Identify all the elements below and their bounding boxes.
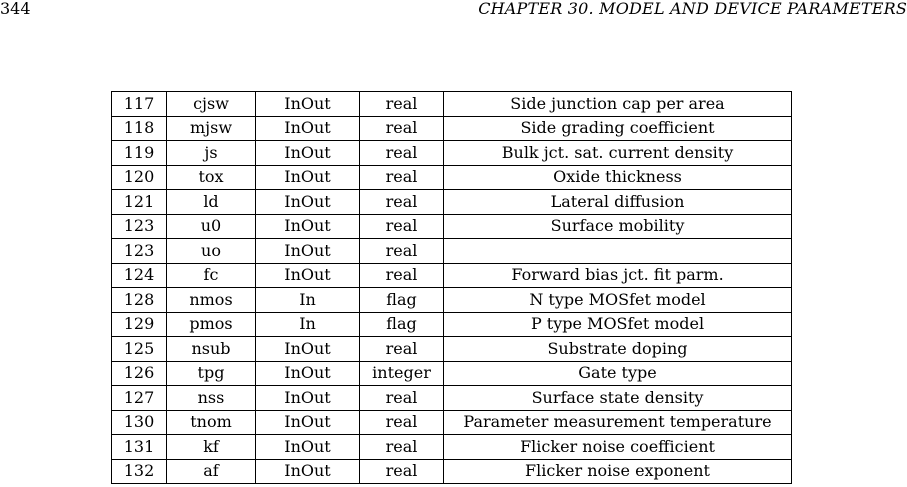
param-id: 121	[112, 190, 167, 215]
param-id: 123	[112, 239, 167, 264]
table-row	[112, 190, 792, 215]
param-direction: InOut	[256, 337, 360, 362]
param-description: Forward bias jct. fit parm.	[444, 263, 792, 288]
param-name: kf	[167, 435, 256, 460]
param-name: tpg	[167, 361, 256, 386]
param-description: Gate type	[444, 361, 792, 386]
param-description: Surface state density	[444, 386, 792, 411]
table-row	[112, 263, 792, 288]
param-name: pmos	[167, 312, 256, 337]
param-direction: In	[256, 288, 360, 313]
table-row	[112, 361, 792, 386]
param-id: 129	[112, 312, 167, 337]
param-id: 124	[112, 263, 167, 288]
param-description: Flicker noise exponent	[444, 459, 792, 484]
param-name: nsub	[167, 337, 256, 362]
param-id: 120	[112, 165, 167, 190]
param-description: Surface mobility	[444, 214, 792, 239]
param-direction: InOut	[256, 165, 360, 190]
param-id: 126	[112, 361, 167, 386]
param-name: mjsw	[167, 116, 256, 141]
param-name: js	[167, 141, 256, 166]
param-direction: InOut	[256, 92, 360, 117]
param-description: Parameter measurement temperature	[444, 410, 792, 435]
param-id: 123	[112, 214, 167, 239]
param-type: real	[360, 239, 444, 264]
param-name: tnom	[167, 410, 256, 435]
param-name: nmos	[167, 288, 256, 313]
table-row	[112, 410, 792, 435]
param-type: flag	[360, 288, 444, 313]
param-id: 127	[112, 386, 167, 411]
param-direction: InOut	[256, 116, 360, 141]
param-type: real	[360, 386, 444, 411]
param-name: uo	[167, 239, 256, 264]
param-name: ld	[167, 190, 256, 215]
param-description: P type MOSfet model	[444, 312, 792, 337]
param-direction: InOut	[256, 214, 360, 239]
param-description	[444, 239, 792, 264]
param-direction: InOut	[256, 239, 360, 264]
param-direction: InOut	[256, 190, 360, 215]
param-type: real	[360, 116, 444, 141]
table-row	[112, 312, 792, 337]
table-row	[112, 459, 792, 484]
param-type: real	[360, 410, 444, 435]
param-description: Side grading coefficient	[444, 116, 792, 141]
param-name: cjsw	[167, 92, 256, 117]
table-row	[112, 337, 792, 362]
param-type: real	[360, 214, 444, 239]
param-id: 132	[112, 459, 167, 484]
table-row	[112, 239, 792, 264]
table-row	[112, 165, 792, 190]
table-row	[112, 92, 792, 117]
table-row	[112, 214, 792, 239]
param-name: fc	[167, 263, 256, 288]
param-id: 131	[112, 435, 167, 460]
param-direction: InOut	[256, 435, 360, 460]
table-row	[112, 116, 792, 141]
param-direction: InOut	[256, 410, 360, 435]
param-id: 125	[112, 337, 167, 362]
param-description: Lateral diffusion	[444, 190, 792, 215]
table-row	[112, 141, 792, 166]
table-row	[112, 288, 792, 313]
table-row	[112, 435, 792, 460]
param-id: 128	[112, 288, 167, 313]
param-name: tox	[167, 165, 256, 190]
param-description: N type MOSfet model	[444, 288, 792, 313]
param-type: real	[360, 459, 444, 484]
param-direction: InOut	[256, 141, 360, 166]
param-type: real	[360, 165, 444, 190]
parameter-table	[111, 91, 792, 484]
param-type: real	[360, 141, 444, 166]
param-direction: In	[256, 312, 360, 337]
param-type: integer	[360, 361, 444, 386]
param-description: Bulk jct. sat. current density	[444, 141, 792, 166]
param-direction: InOut	[256, 459, 360, 484]
param-direction: InOut	[256, 263, 360, 288]
param-id: 118	[112, 116, 167, 141]
table-row	[112, 386, 792, 411]
param-id: 119	[112, 141, 167, 166]
chapter-header: CHAPTER 30. MODEL AND DEVICE PARAMETERS	[478, 0, 907, 18]
param-direction: InOut	[256, 361, 360, 386]
page-number: 344	[0, 0, 31, 18]
param-name: af	[167, 459, 256, 484]
param-type: real	[360, 337, 444, 362]
param-description: Substrate doping	[444, 337, 792, 362]
param-direction: InOut	[256, 386, 360, 411]
param-type: real	[360, 92, 444, 117]
param-type: real	[360, 435, 444, 460]
param-name: u0	[167, 214, 256, 239]
param-name: nss	[167, 386, 256, 411]
param-description: Flicker noise coefficient	[444, 435, 792, 460]
param-description: Side junction cap per area	[444, 92, 792, 117]
param-type: flag	[360, 312, 444, 337]
param-type: real	[360, 263, 444, 288]
param-description: Oxide thickness	[444, 165, 792, 190]
param-type: real	[360, 190, 444, 215]
param-id: 117	[112, 92, 167, 117]
param-id: 130	[112, 410, 167, 435]
